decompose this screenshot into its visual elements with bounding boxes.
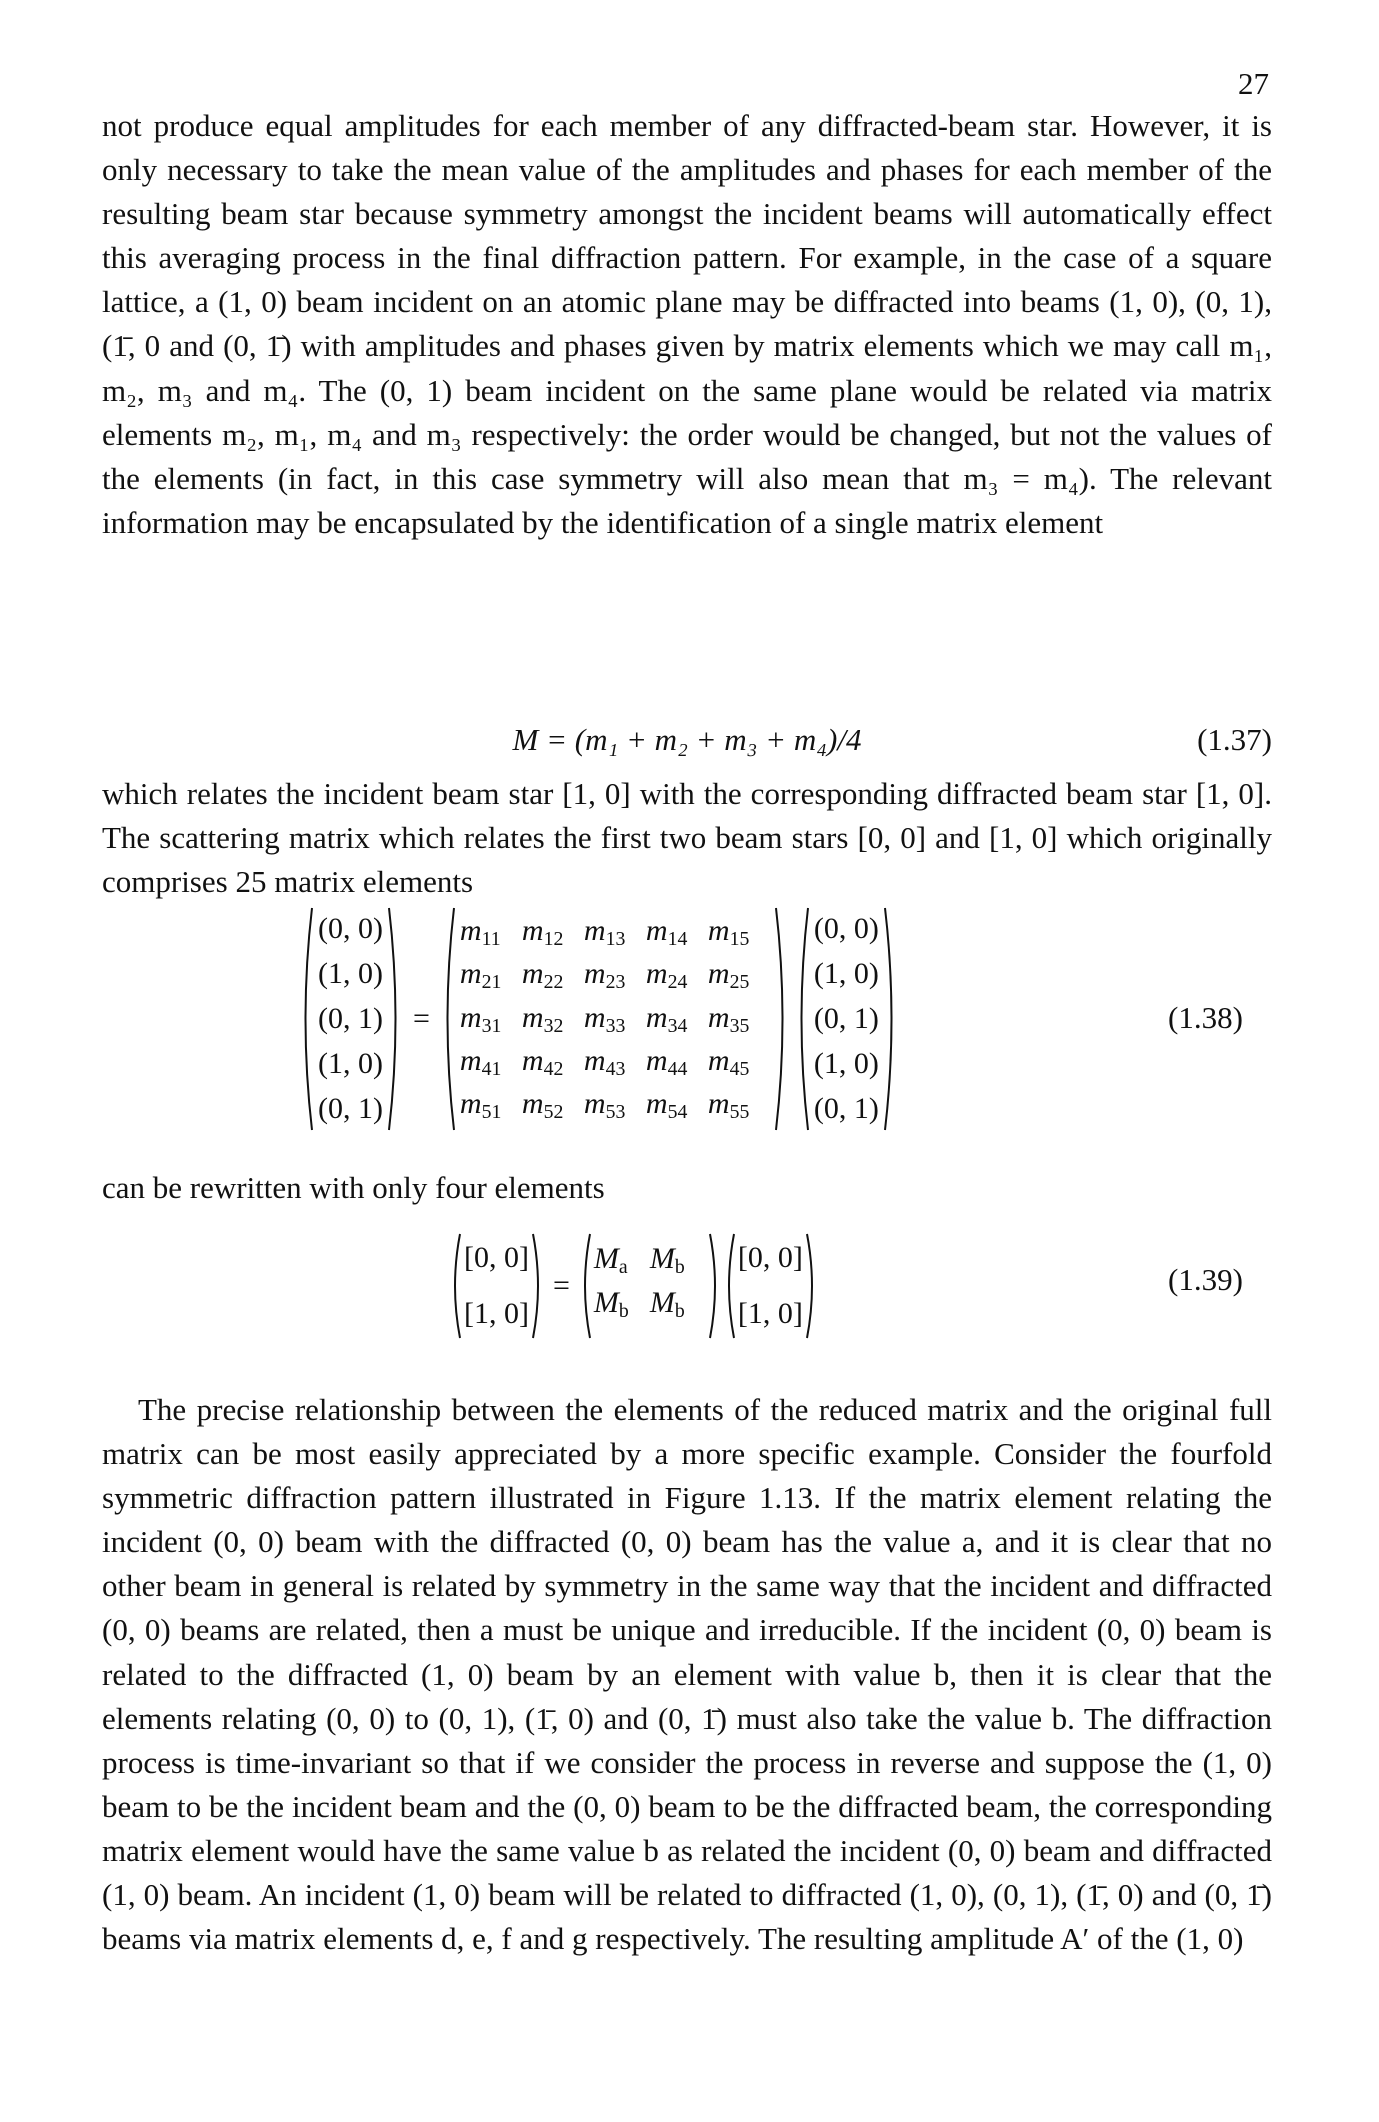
matrix-element: $m_{11}$: [459, 914, 501, 951]
matrix-element: $m_{33}$: [583, 1000, 626, 1037]
matrix-element: $m_{44}$: [645, 1043, 688, 1080]
vector-entry: (0, 1): [813, 1002, 879, 1035]
right-vector: [792, 906, 901, 1132]
right-paren-icon: [774, 906, 792, 1132]
paragraph-1: not produce equal amplitudes for each member of any diffracted-beam star. However, it is only necessary to take the mean value of the amplitudes and phases for each member of the resulting beam star because symmetry amongst the incident beams will automatically effect this averaging process in the final diffraction pattern. For example, in the case of a square lattice, a (1, 0) beam incident on an atomic plane may be diffracted into beams (1, 0), (0, 1), (1̄, 0 and (0, 1̄) with amplitudes and phases given by matrix elements which we may call m₁, m₂, m₃ and m₄. The (0, 1) beam incident on the same plane would be related via matrix elements m₂, m₁, m₄ and m₃ respectively: the order would be changed, but not the values of the elements (in fact, in this case symmetry will also mean that m₃ = m₄). The relevant information may be encapsulated by the identification of a single matrix element: [102, 108, 1272, 540]
left-vector: [296, 906, 405, 1132]
matrix-element: $m_{32}$: [521, 1000, 564, 1037]
paragraph-4: The precise relationship between the elements of the reduced matrix and the original full matrix can be most easily appreciated by a more specific example. Consider the fourfold symmetric diffraction pattern illustrated in Figure 1.13. If the matrix element relating the incident (0, 0) beam with the diffracted (0, 0) beam has the value a, and it is clear that no other beam in general is related by symmetry in the same way that the incident and diffracted (0, 0) beams are related, then a must be unique and irreducible. If the incident (0, 0) beam is related to the diffracted (1, 0) beam by an element with value b, then it is clear that the elements relating (0, 0) to (0, 1), (1̄, 0) and (0, 1̄) must also take the value b. The diffraction process is time-invariant so that if we consider the process in reverse and suppose the (1, 0) beam to be the incident beam and the (0, 0) beam to be the diffracted beam, the corresponding matrix element would have the same value b as related the incident (0, 0) beam and diffracted (1, 0) beam. An incident (1, 0) beam will be related to diffracted (1, 0), (0, 1), (1̄, 0) and (0, 1̄) beams via matrix elements d, e, f and g respectively. The resulting amplitude A′ of the (1, 0): [102, 1392, 1272, 1957]
equation-1-39: [448, 1232, 819, 1340]
right-paren-icon: [883, 906, 901, 1132]
left-paren-icon: [448, 1232, 462, 1340]
equation-1-38: [296, 906, 901, 1132]
vector-entry: (1, 0): [813, 957, 879, 990]
matrix-element: $M_a$: [593, 1241, 628, 1278]
matrix-element: $m_{55}$: [707, 1086, 750, 1123]
right-paren-icon: [387, 906, 405, 1132]
matrix-element: $m_{25}$: [707, 957, 750, 994]
matrix-element: $m_{22}$: [521, 957, 564, 994]
left-paren-icon: [722, 1232, 736, 1340]
vector-entry: (1, 0): [318, 957, 383, 990]
vector-entry: [0, 0]: [737, 1241, 803, 1274]
matrix-element: $M_b$: [649, 1285, 685, 1322]
matrix-element: $m_{43}$: [583, 1043, 626, 1080]
equation-1-37-body: M = (m₁ + m₂ + m₃ + m₄)/4: [512, 722, 862, 757]
matrix-element: $m_{35}$: [707, 1000, 750, 1037]
left-paren-icon: [438, 906, 456, 1132]
paragraph-2: which relates the incident beam star [1, 0] with the corresponding diffracted beam star [1, 0]. The scattering matrix which relates the first two beam stars [0, 0] and [1, 0] which originally comprises 25 matrix elements: [102, 776, 1272, 900]
right-paren-icon: [708, 1232, 722, 1340]
matrix-element: $m_{13}$: [583, 914, 626, 951]
page-number: 27: [1238, 66, 1269, 101]
left-paren-icon: [792, 906, 810, 1132]
vector-entry: [1, 0]: [464, 1297, 529, 1330]
right-paren-icon: [531, 1232, 545, 1340]
matrix-element: $M_b$: [593, 1285, 629, 1322]
paragraph-3: can be rewritten with only four elements: [102, 1170, 605, 1205]
right-vector-2: [722, 1232, 819, 1340]
matrix-element: $m_{42}$: [521, 1043, 564, 1080]
vector-entry: (0, 1): [813, 1092, 879, 1125]
left-paren-icon: [296, 906, 314, 1132]
vector-entry: (0, 0): [813, 912, 879, 945]
vector-entry: (0, 1): [318, 1092, 383, 1125]
vector-entry: (0, 1): [318, 1002, 383, 1035]
matrix-element: $M_b$: [649, 1241, 685, 1278]
vector-entry: [1, 0]: [737, 1297, 803, 1330]
equation-1-37: [102, 722, 1272, 766]
matrix-element: $m_{52}$: [521, 1086, 564, 1123]
vector-entry: (1, 0): [813, 1047, 879, 1080]
vector-entry: (0, 0): [318, 912, 383, 945]
equation-number-1-37: (1.37): [1197, 722, 1272, 757]
matrix-element: $m_{21}$: [459, 957, 502, 994]
matrix-element: $m_{24}$: [645, 957, 688, 994]
matrix-element: $m_{51}$: [459, 1086, 502, 1123]
equation-number-1-38: (1.38): [1168, 1000, 1243, 1035]
matrix-element: $m_{34}$: [645, 1000, 688, 1037]
right-paren-icon: [805, 1232, 819, 1340]
matrix-element: $m_{12}$: [521, 914, 564, 951]
matrix-element: $m_{23}$: [583, 957, 626, 994]
matrix-element: $m_{53}$: [583, 1086, 626, 1123]
reduced-matrix: [578, 1232, 722, 1340]
vector-entry: (1, 0): [318, 1047, 383, 1080]
matrix-element: $m_{41}$: [459, 1043, 502, 1080]
left-paren-icon: [578, 1232, 592, 1340]
scattering-matrix: [438, 906, 792, 1132]
equals-sign: =: [552, 1269, 570, 1302]
matrix-element: $m_{45}$: [707, 1043, 750, 1080]
left-vector-2: [448, 1232, 545, 1340]
matrix-element: $m_{15}$: [707, 914, 750, 951]
matrix-element: $m_{31}$: [459, 1000, 502, 1037]
equation-number-1-39: (1.39): [1168, 1262, 1243, 1297]
matrix-element: $m_{54}$: [645, 1086, 688, 1123]
vector-entry: [0, 0]: [464, 1241, 529, 1274]
matrix-element: $m_{14}$: [645, 914, 688, 951]
equals-sign: =: [412, 1002, 430, 1035]
